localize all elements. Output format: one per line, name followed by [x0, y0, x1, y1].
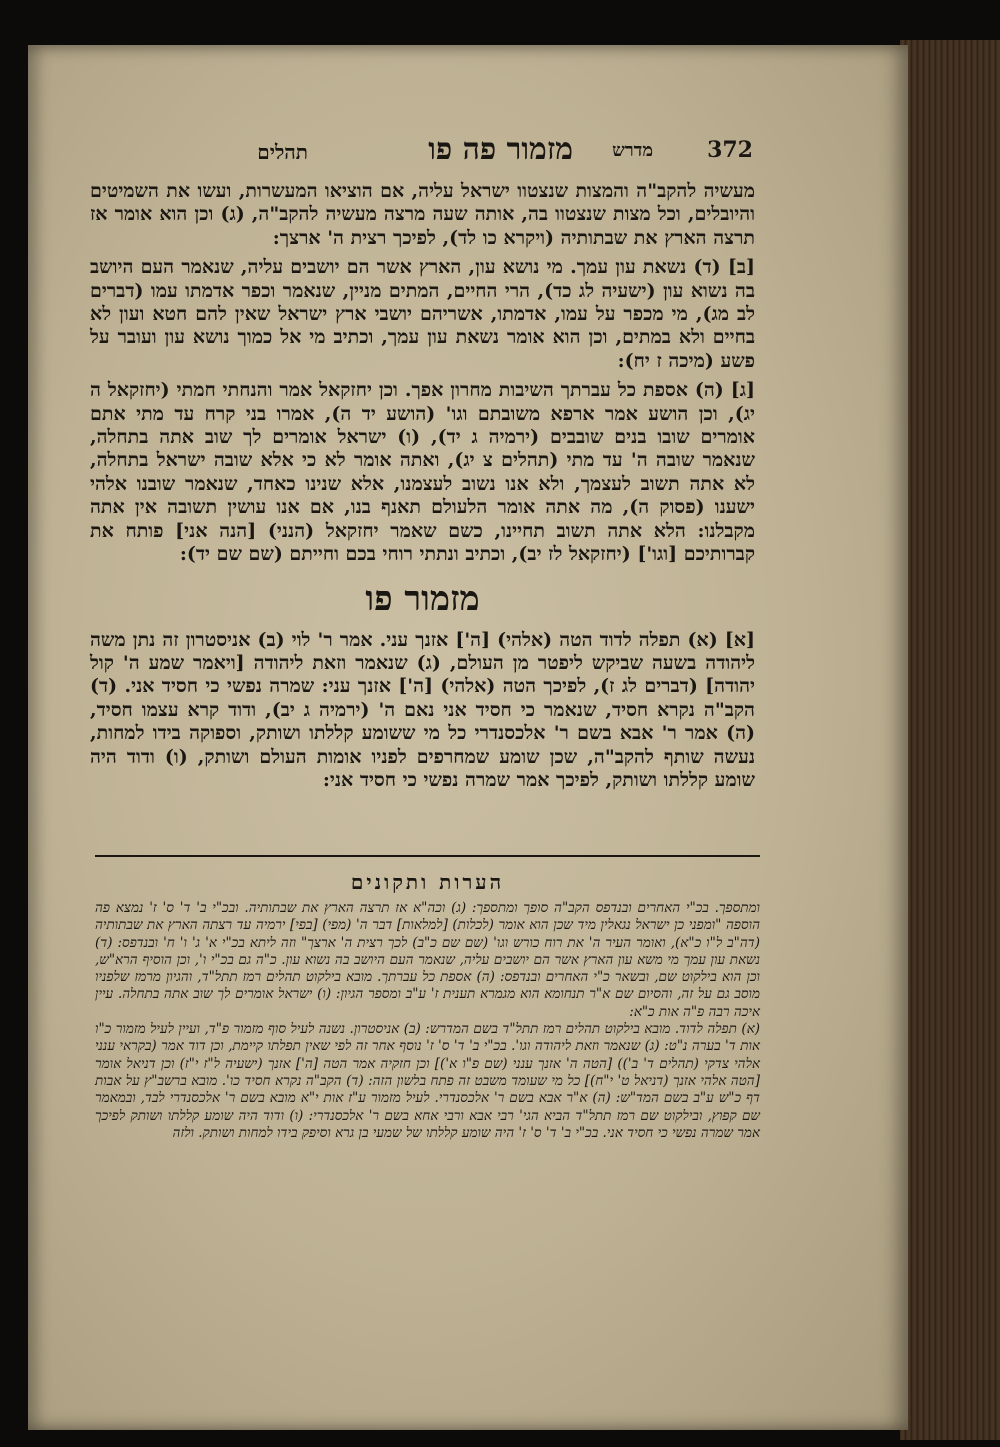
paragraph-85-section-2: [ב] (ד) נשאת עון עמך. מי נושא עון, הארץ אשר הם יושבים עליה, שנאמר העם היושב בה נשוא עון (ישעיה לג כד), הרי החיים, המתים מניין, שנאמר וכפר אדמתו עמו (דברים לב מג), מי מכפר על עמו, אדמתו, אשריהם יושבי ארץ ישראל שאין להם חטא ועון לא בחיים ולא במתים, וכן הוא אומר נשאת עון עמך, וכתיב מי אל כמוך נושא עון ועובר על פשע (מיכה ז יח):: [90, 256, 755, 372]
header-page-number: 372: [707, 137, 753, 163]
notes-paragraph-85: ומתספך. בכ"י האחרים ובנדפס הקב"ה סופך ומתספך: (ג) וכה"א אז תרצה הארץ את שבתותיה. ובכ"י ב' ד' ס' ז' נמצא פה הוספה "ומפני כן ישראל נגאלין מיד שכן הוא אומר (לכלות) [למלאות] דבר ה' (מפי) [בפי] ירמיה עד רצתה הארץ את שבתותיה (דה"ב ל"ו כ"א), ואומר העיר ה' את רוח כורש וגו' (שם שם כ"ב) לכך רצית ה' ארצך" וזה ליתא בכ"י א' ג' ו' ח' ובנדפס: (ד) נשאת עון עמך מי משא עון הארץ אשר הם יושבים עליה, שנאמר העם היושב בה נשוא עון. כ"ה גם בכ"י ו', וכן הוסיף הרא"ש, וכן הוא בילקוט שם, ובשאר כ"י האחרים ובנדפס: (ה) אספת כל עברתך. מובא בילקוט תהלים רמז תתל"ד, והגיון מרמז שלפניו מוסב גם על זה, והסיום שם א"ר תנחומא הוא מגמרא תענית ז' ע"ב ומספר הגיון: (ו) ישראל אומרים לך שוב אתה בתחלה. עיין איכה רבה פ"ה אות כ"א:: [95, 900, 760, 1020]
notes-section: [95, 900, 760, 1142]
notes-divider: [95, 855, 760, 857]
notes-title: הערות ותקונים: [350, 870, 505, 894]
main-text: [90, 180, 755, 792]
psalm-86-heading: מזמור פו: [365, 578, 480, 619]
book-page-edges: [900, 40, 1000, 1440]
notes-paragraph-86: (א) תפלה לדוד. מובא בילקוט תהלים רמז תתל"ד בשם המדרש: (ב) אניסטרון. נשנה לעיל סוף מזמור פ"ד, ועיין לעיל מזמור כ"ו אות ד' בערה נ"ט: (ג) שנאמר וזאת ליהודה וגו'. בכ"י ב' ד' ס' ז' נוסף אחר זה לפי שאין תפלתו קיימת, וכן דוד אמר (בקראי ענני אלהי צדקי (תהלים ד' ב')) [הטה ה' אזנך ענני (שם פ"ו א')] וכן חזקיה אמר הטה [ה'] אזנך (ישעיה ל"ז י"ז) וכן דניאל אומר [הטה אלהי אזנך (דניאל ט' י"ח)] כל מי שעומד משבט זה פתח בלשון הזה: (ד) הקב"ה נקרא חסיד כו'. מובא ברשב"ץ על אבות דף כ"ש ע"ב בשם המד"ש: (ה) א"ר אבא בשם ר' אלכסנדרי. לעיל מזמור ע"ז אות י"א מובא בשם ר' אלכסנדרי לבד, ובמאמר שם קפוץ, ובילקוט שם רמז תתל"ד הביא הגי' רבי אבא ורבי אחא בשם ר' אלכסנדרי: (ו) ודוד היה שומע קללתו ושותק לפיכך אמר שמרה נפשי כי חסיד אני. בכ"י ב' ד' ס' ז' היה שומע קללתו של שמעי בן גרא וסיפק בידו למחות ושותק. ולזה: [95, 1021, 760, 1141]
page-header: [258, 132, 753, 172]
header-book-name: תהלים: [257, 140, 308, 164]
paragraph-85-continuation: מעשיה להקב"ה והמצות שנצטוו ישראל עליה, אם הוציאו המעשרות, ועשו את השמיטים והיובלים, וכל מצות שנצטוו בה, אותה שעה מרצה מעשיה להקב"ה, (ג) וכן הוא אומר אז תרצה הארץ את שבתותיה (ויקרא כו לד), לפיכך רצית ה' ארצך:: [90, 180, 755, 249]
paragraph-85-section-3: [ג] (ה) אספת כל עברתך השיבות מחרון אפך. וכן יחזקאל אמר והנחתי חמתי (יחזקאל ה יג), וכן הושע אמר ארפא משובתם וגו' (הושע יד ה), אמרו בני קרח עד מתי אתם אומרים שובו בנים שובבים (ירמיה ג יד), (ו) ישראל אומרים לך שוב אתה בתחלה, שנאמר שובה ה' עד מתי (תהלים צ יג), ואתה אומר לא כי אלא שובה ישראל בתחלה, לא אתה תשוב לעצמך, ולא אנו נשוב לעצמנו, אלא שנינו כאחד, שנאמר שובנו אלהי ישענו (פסוק ה), מה אתה אומר הלעולם תאנף בנו, אם אנו עושין תשובה אין אתה מקבלנו: הלא אתה תשוב תחיינו, כשם שאמר יחזקאל (הנני) [הנה אני] פותח את קברותיכם [וגו'] (יחזקאל לז יב), וכתיב ונתתי רוחי בכם וחייתם (שם שם יד):: [90, 379, 755, 566]
header-midrash-label: מדרש: [612, 140, 653, 161]
paragraph-86-section-1: [א] (א) תפלה לדוד הטה (אלהי) [ה'] אזנך עני. אמר ר' לוי (ב) אניסטרון זה נתן משה ליהודה בשעה שביקש ליפטר מן העולם, (ג) שנאמר וזאת ליהודה [ויאמר שמע ה' קול יהודה] (דברים לג ז), לפיכך הטה (אלהי) [ה'] אזנך עני: שמרה נפשי כי חסיד אני. (ד) הקב"ה נקרא חסיד, שנאמר כי חסיד אני נאם ה' (ירמיה ג יב), ודוד קרא עצמו חסיד, (ה) אמר ר' אבא בשם ר' אלכסנדרי כל מי ששומע קללתו ושותק, וספוקה בידו למחות, נעשה שותף להקב"ה, שכן שומע שמחרפים לפניו אומות העולם ושותק, (ו) ודוד היה שומע קללתו ושותק, לפיכך אמר שמרה נפשי כי חסיד אני:: [90, 628, 755, 791]
header-psalm-title: מזמור פה פו: [428, 132, 573, 167]
